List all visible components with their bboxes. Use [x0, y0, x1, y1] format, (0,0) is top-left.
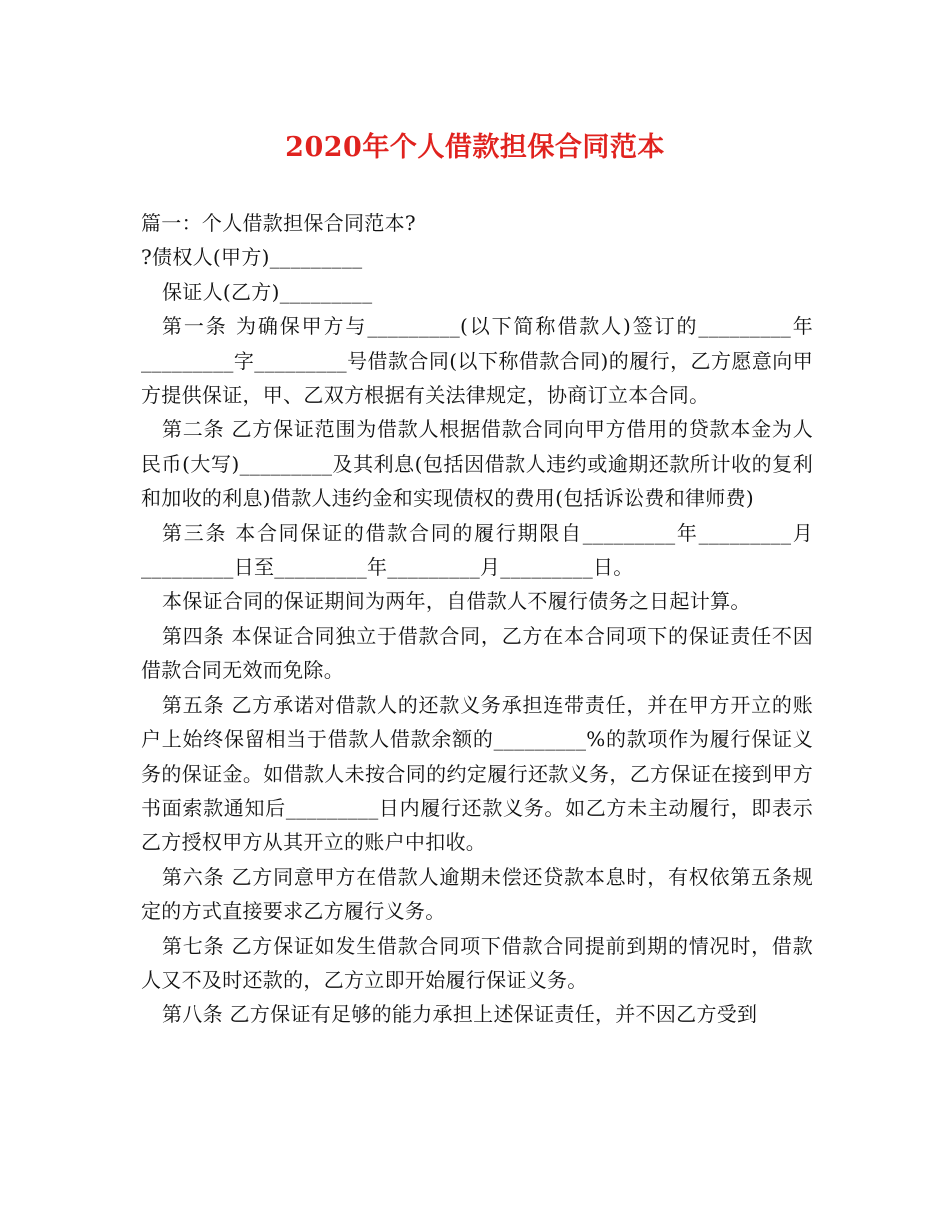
document-paragraph: 第六条 乙方同意甲方在借款人逾期未偿还贷款本息时，有权依第五条规定的方式直接要求乙方履行义务。: [141, 864, 813, 924]
document-paragraph: ?债权人(甲方)_________: [141, 245, 363, 270]
document-paragraph: 第五条 乙方承诺对借款人的还款义务承担连带责任，并在甲方开立的账户上始终保留相当于借款人借款余额的_________%的款项作为履行保证义务的保证金。如借款人未按合同的约定履行还款义务，乙方保证在接到甲方书面索款通知后_________日内履行还款义务。如乙方未主动履行，即表示乙方授权甲方从其开立的账户中扣收。: [141, 692, 813, 855]
document-paragraph: 第三条 本合同保证的借款合同的履行期限自_________年_________月_________日至_________年_________月_________日。: [141, 520, 813, 580]
document-paragraph: 篇一：个人借款担保合同范本?: [141, 211, 416, 235]
document-paragraph: 第八条 乙方保证有足够的能力承担上述保证责任，并不因乙方受到: [162, 1002, 758, 1027]
document-paragraph: 第二条 乙方保证范围为借款人根据借款合同向甲方借用的贷款本金为人民币(大写)_________及其利息(包括因借款人违约或逾期还款所计收的复利和加收的利息)借款人违约金和实现债权的费用(包括诉讼费和律师费): [141, 417, 813, 511]
document-body: [141, 206, 813, 1032]
document-paragraph: 第一条 为确保甲方与_________(以下简称借款人)签订的_________年_________字_________号借款合同(以下称借款合同)的履行，乙方愿意向甲方提供保证，甲、乙双方根据有关法律规定，协商订立本合同。: [141, 314, 813, 408]
document-paragraph: 本保证合同的保证期间为两年，自借款人不履行债务之日起计算。: [162, 589, 751, 614]
document-paragraph: 第七条 乙方保证如发生借款合同项下借款合同提前到期的情况时，借款人又不及时还款的，乙方立即开始履行保证义务。: [141, 933, 813, 992]
document-title: 2020年个人借款担保合同范本: [285, 132, 665, 163]
document-paragraph: 第四条 本保证合同独立于借款合同，乙方在本合同项下的保证责任不因借款合同无效而免除。: [141, 623, 813, 683]
document-paragraph: 保证人(乙方)_________: [162, 279, 373, 304]
